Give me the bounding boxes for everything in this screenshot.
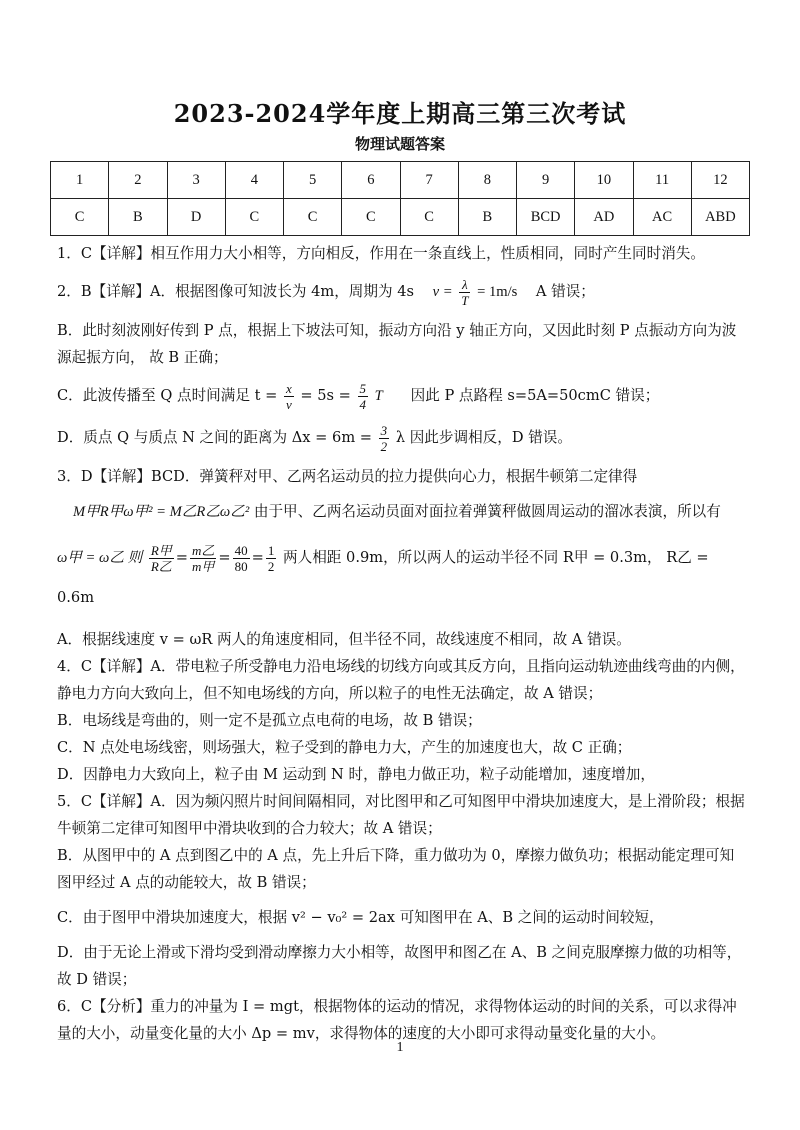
- answer-3-a: A．根据线速度 v = ωR 两人的角速度相同，但半径不同，故线速度不相同，故 A 错误。: [57, 631, 631, 648]
- formula: T: [374, 388, 383, 404]
- answer-number-row: [51, 162, 750, 199]
- text: 两人相距 0.9m，所以两人的运动半径不同 R甲 = 0.3m， R乙 = 0.6m: [57, 549, 709, 606]
- answer-3-eq2: ω甲 = ω乙 则 $\frac{\text{R甲}}{\text{R乙}}$ = $\frac{\text{m乙}}{\text{m甲}}$ = $\frac{40}{80}$ = $\frac{1}{2}$ 两人相距 0.9m，所以两人的运动半径不同 R甲 = 0.3m， R乙 = 0.6m: [57, 542, 709, 606]
- table-cell: C: [342, 199, 400, 236]
- answer-2-d: [57, 421, 745, 455]
- table-cell: C: [225, 199, 283, 236]
- fraction: [284, 381, 294, 412]
- table-cell: 1: [51, 162, 109, 199]
- answer-letter-row: [51, 199, 750, 236]
- answer-5-d: D．由于无论上滑或下滑均受到滑动摩擦力大小相等，故图甲和图乙在 A、B 之间克服摩擦力做的功相等，故 D 错误；: [57, 944, 742, 988]
- answer-4-d: D．因静电力大致向上，粒子由 M 运动到 N 时，静电力做正功，粒子动能增加，速度增加，: [57, 766, 655, 783]
- answer-2-b: B．此时刻波刚好传到 P 点，根据上下坡法可知，振动方向沿 y 轴正方向，又因此时刻 P 点振动方向为波源起振方向， 故 B 正确；: [57, 322, 737, 366]
- table-cell: 3: [167, 162, 225, 199]
- table-cell: C: [51, 199, 109, 236]
- answer-explanations: [57, 240, 745, 1047]
- numerator: m乙: [192, 542, 215, 558]
- answer-5: 5．C【详解】A．因为频闪照片时间间隔相同，对比图甲和乙可知图甲中滑块加速度大，是上滑阶段；根据牛顿第二定律可知图甲中滑块收到的合力较大；故 A 错误；: [57, 793, 745, 837]
- text: 2．B【详解】A．根据图像可知波长为 4m，周期为 4s: [57, 283, 415, 300]
- page-number: 1: [396, 1040, 404, 1055]
- answer-1: 1．C【详解】相互作用力大小相等，方向相反，作用在一条直线上，性质相同，同时产生同时消失。: [57, 245, 705, 262]
- table-cell: C: [400, 199, 458, 236]
- table-cell: 9: [517, 162, 575, 199]
- table-cell: 8: [458, 162, 516, 199]
- answer-3-head: 3．D【详解】BCD．弹簧秤对甲、乙两名运动员的拉力提供向心力，根据牛顿第二定律得: [57, 468, 638, 485]
- answer-2-c: [57, 379, 745, 413]
- answer-table: [50, 161, 750, 236]
- table-cell: B: [458, 199, 516, 236]
- table-cell: AD: [575, 199, 633, 236]
- formula: ω甲 = ω乙 则: [57, 550, 143, 566]
- table-cell: D: [167, 199, 225, 236]
- denominator: 80: [234, 558, 248, 574]
- numerator: R甲: [150, 542, 172, 558]
- table-cell: AC: [633, 199, 691, 236]
- table-cell: B: [109, 199, 167, 236]
- denominator: v: [285, 396, 292, 412]
- fraction: [379, 423, 390, 454]
- text: 因此 P 点路程 s=5A=50cmC 错误；: [410, 387, 660, 404]
- answer-3-eq1: [57, 498, 745, 526]
- table-cell: 5: [284, 162, 342, 199]
- numerator: 1: [267, 542, 275, 558]
- answer-4-b: B．电场线是弯曲的，则一定不是孤立点电荷的电场，故 B 错误；: [57, 712, 482, 729]
- answer-2-a: [57, 275, 745, 309]
- numerator: λ: [459, 277, 470, 293]
- formula: v =: [432, 284, 453, 300]
- fraction: [459, 277, 470, 308]
- text: C．此波传播至 Q 点时间满足 t =: [57, 387, 278, 404]
- answer-6: 6．C【分析】重力的冲量为 I = mgt，根据物体的运动的情况，求得物体运动的时间的关系，可以求得冲量的大小，动量变化量的大小 Δp = mv，求得物体的速度的大小即可求得动量变化量的大小。: [57, 998, 737, 1042]
- page-title: 2023-2024学年度上期高三第三次考试: [173, 99, 627, 128]
- formula: M甲R甲ω甲² = M乙R乙ω乙²: [73, 504, 250, 520]
- denominator: 4: [359, 396, 367, 412]
- denominator: 2: [380, 438, 388, 454]
- fraction: [149, 543, 174, 574]
- denominator: m甲: [192, 558, 215, 574]
- table-cell: 7: [400, 162, 458, 199]
- table-cell: 12: [691, 162, 749, 199]
- table-cell: 4: [225, 162, 283, 199]
- numerator: 40: [234, 542, 248, 558]
- denominator: T: [461, 292, 469, 308]
- fraction: [358, 381, 369, 412]
- table-cell: C: [284, 199, 342, 236]
- answer-5-b: B．从图甲中的 A 点到图乙中的 A 点，先上升后下降，重力做功为 0，摩擦力做负功；根据动能定理可知图甲经过 A 点的动能较大，故 B 错误；: [57, 847, 735, 891]
- numerator: 3: [380, 422, 388, 438]
- text: 由于甲、乙两名运动员面对面拉着弹簧秤做圆周运动的溜冰表演，所以有: [253, 503, 721, 520]
- table-cell: 11: [633, 162, 691, 199]
- text: D．质点 Q 与质点 N 之间的距离为 Δx = 6m =: [57, 429, 373, 446]
- denominator: 2: [267, 558, 275, 574]
- fraction: [233, 543, 250, 574]
- answer-5-c: C．由于图甲中滑块加速度大，根据 v² − v₀² = 2ax 可知图甲在 A、B 之间的运动时间较短，: [57, 909, 664, 926]
- text: λ 因此步调相反，D 错误。: [395, 429, 572, 446]
- answer-4: 4．C【详解】A．带电粒子所受静电力沿电场线的切线方向或其反方向，且指向运动轨迹曲线弯曲的内侧，静电力方向大致向上，但不知电场线的方向，所以粒子的电性无法确定，故 A 错误；: [57, 658, 745, 702]
- page-subtitle: 物理试题答案: [354, 135, 445, 153]
- text: = 5s =: [300, 387, 351, 404]
- table-cell: 2: [109, 162, 167, 199]
- text: A 错误；: [535, 283, 595, 300]
- formula: = 1m/s: [477, 284, 518, 300]
- numerator: 5: [359, 380, 367, 396]
- denominator: R乙: [150, 558, 172, 574]
- fraction: [190, 543, 216, 574]
- numerator: x: [285, 380, 292, 396]
- fraction: [266, 543, 277, 574]
- table-cell: BCD: [517, 199, 575, 236]
- table-cell: 10: [575, 162, 633, 199]
- answer-4-c: C．N 点处电场线密，则场强大，粒子受到的静电力大，产生的加速度也大，故 C 正确；: [57, 739, 632, 756]
- table-cell: 6: [342, 162, 400, 199]
- table-cell: ABD: [691, 199, 749, 236]
